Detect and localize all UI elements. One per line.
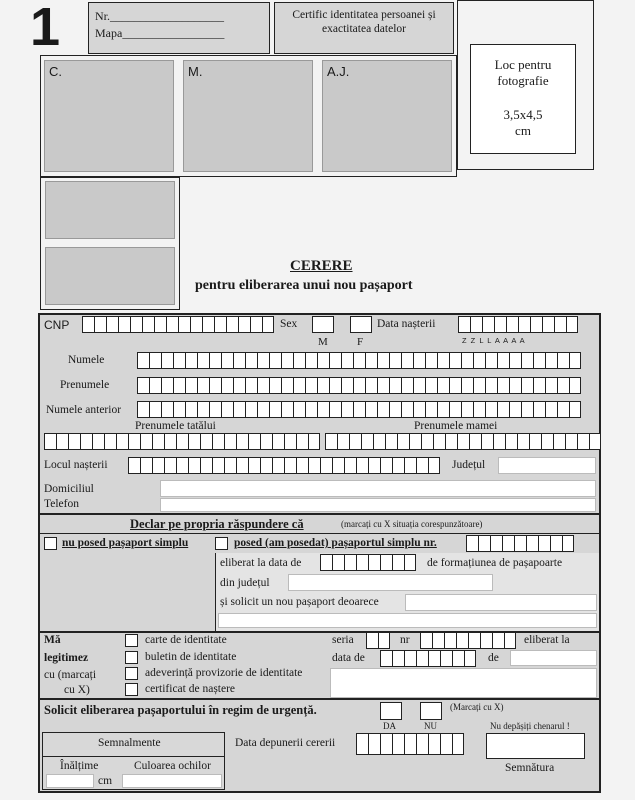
passport-number-input[interactable] bbox=[466, 535, 574, 552]
birth-date-label: Data nașterii bbox=[377, 318, 436, 330]
identity-label-4: cu X) bbox=[64, 684, 90, 696]
urgency-no-checkbox[interactable] bbox=[420, 702, 442, 720]
from-county-input[interactable] bbox=[288, 574, 493, 591]
doc1-label: carte de identitate bbox=[145, 634, 227, 646]
form-subtitle: pentru eliberarea unui nou pașaport bbox=[195, 278, 413, 293]
divider-2 bbox=[40, 533, 599, 534]
birth-date-input[interactable] bbox=[458, 316, 578, 333]
photo-unit: cm bbox=[515, 123, 531, 138]
box-aj-label: A.J. bbox=[327, 64, 350, 79]
doc1-checkbox[interactable] bbox=[125, 634, 138, 647]
box-m-label: M. bbox=[188, 64, 203, 79]
id-number-input[interactable] bbox=[420, 632, 516, 649]
declaration-title: Declar pe propria răspundere că bbox=[130, 517, 304, 531]
form-title: CERERE bbox=[290, 258, 353, 274]
phone-label: Telefon bbox=[44, 498, 79, 510]
urgency-label: Solicit eliberarea pașaportului în regim de urgență. bbox=[44, 703, 317, 717]
id-date-input[interactable] bbox=[380, 650, 476, 667]
issued-on-label: eliberat la data de bbox=[220, 557, 302, 569]
doc3-checkbox[interactable] bbox=[125, 667, 138, 680]
divider-1 bbox=[40, 513, 599, 515]
sex-m-box[interactable] bbox=[312, 316, 334, 333]
surname-label: Numele bbox=[68, 354, 105, 366]
divider-4 bbox=[40, 698, 599, 700]
first-name-input[interactable] bbox=[137, 377, 581, 394]
cm-label: cm bbox=[98, 775, 113, 787]
certify-box bbox=[274, 2, 454, 54]
birth-place-input[interactable] bbox=[128, 457, 440, 474]
eye-color-label: Culoarea ochilor bbox=[134, 760, 211, 772]
id-date-label: data de bbox=[332, 652, 365, 664]
box-c bbox=[44, 60, 174, 172]
stamp-box-2 bbox=[45, 247, 175, 305]
signature-box[interactable] bbox=[486, 733, 585, 759]
box-m bbox=[183, 60, 313, 172]
registry-box bbox=[88, 2, 270, 54]
height-label: Înălțime bbox=[60, 760, 99, 772]
no-passport-label: nu posed pașaport simplu bbox=[62, 537, 189, 549]
identity-label-3: cu (marcați bbox=[44, 669, 97, 681]
form-number: 1 bbox=[30, 0, 61, 57]
identity-label-1: Mă bbox=[44, 634, 61, 646]
height-input[interactable] bbox=[46, 774, 94, 788]
border-note: Nu depășiți chenarul ! bbox=[490, 721, 570, 731]
have-passport-checkbox[interactable] bbox=[215, 537, 228, 550]
signature-label: Semnătura bbox=[505, 762, 555, 774]
eye-color-input[interactable] bbox=[122, 774, 222, 788]
stamp-box-1 bbox=[45, 181, 175, 239]
doc2-checkbox[interactable] bbox=[125, 651, 138, 664]
submission-date-input[interactable] bbox=[356, 733, 464, 755]
id-by-label: de bbox=[488, 652, 499, 664]
county-label: Județul bbox=[452, 459, 486, 471]
previous-name-label: Numele anterior bbox=[46, 404, 122, 416]
county-input[interactable] bbox=[498, 457, 596, 474]
urgency-yes-label: DA bbox=[383, 721, 396, 731]
no-passport-checkbox[interactable] bbox=[44, 537, 57, 550]
reason-input-2[interactable] bbox=[218, 613, 597, 628]
identity-label-2: legitimez bbox=[44, 652, 89, 664]
first-name-label: Prenumele bbox=[60, 379, 110, 391]
mapa-label: Mapa_________________ bbox=[95, 26, 225, 40]
reason-input[interactable] bbox=[405, 594, 597, 611]
box-aj bbox=[322, 60, 452, 172]
domicile-label: Domiciliul bbox=[44, 483, 94, 495]
submission-date-label: Data depunerii cererii bbox=[235, 737, 336, 749]
doc2-label: buletin de identitate bbox=[145, 651, 237, 663]
sex-label: Sex bbox=[280, 318, 298, 330]
certify-line2: exactitatea datelor bbox=[322, 23, 406, 35]
cnp-label: CNP bbox=[44, 318, 70, 332]
phone-input[interactable] bbox=[160, 498, 596, 512]
issued-at-label: eliberat la bbox=[524, 634, 570, 646]
surname-input[interactable] bbox=[137, 352, 581, 369]
doc4-checkbox[interactable] bbox=[125, 683, 138, 696]
certify-line1: Certific identitatea persoanei și bbox=[292, 9, 436, 21]
declaration-note: (marcați cu X situația corespunzătoare) bbox=[341, 519, 483, 529]
id-extra-input[interactable] bbox=[330, 668, 597, 698]
from-county-label: din județul bbox=[220, 577, 270, 589]
photo-box bbox=[470, 44, 576, 154]
cnp-input[interactable] bbox=[82, 316, 274, 333]
sex-f-box[interactable] bbox=[350, 316, 372, 333]
have-passport-label: posed (am posedat) pașaportul simplu nr. bbox=[234, 537, 437, 549]
by-office-label: de formațiunea de pașapoarte bbox=[427, 557, 563, 569]
features-label: Semnalmente bbox=[98, 737, 161, 749]
nr-label: nr bbox=[400, 634, 410, 646]
mother-name-input[interactable] bbox=[325, 433, 601, 450]
father-name-label: Prenumele tatălui bbox=[135, 420, 216, 432]
id-by-input[interactable] bbox=[510, 650, 597, 666]
series-input[interactable] bbox=[366, 632, 390, 649]
domicile-input[interactable] bbox=[160, 480, 596, 497]
urgency-yes-checkbox[interactable] bbox=[380, 702, 402, 720]
photo-line2: fotografie bbox=[497, 73, 549, 88]
nr-label: Nr.___________________ bbox=[95, 9, 224, 23]
series-label: seria bbox=[332, 634, 354, 646]
mother-name-label: Prenumele mamei bbox=[414, 420, 498, 432]
sex-f-label: F bbox=[357, 336, 364, 348]
features-divider bbox=[42, 756, 225, 757]
previous-name-input[interactable] bbox=[137, 401, 581, 418]
photo-size: 3,5x4,5 bbox=[503, 107, 543, 122]
father-name-input[interactable] bbox=[44, 433, 320, 450]
sex-m-label: M bbox=[318, 336, 328, 348]
request-new-label: și solicit un nou pașaport deoarece bbox=[220, 596, 379, 608]
urgency-no-label: NU bbox=[424, 721, 437, 731]
birth-place-label: Locul nașterii bbox=[44, 459, 108, 471]
doc4-label: certificat de naștere bbox=[145, 683, 236, 695]
doc3-label: adeverință provizorie de identitate bbox=[145, 667, 303, 679]
date-format-hint: Z Z L L A A A A bbox=[462, 336, 526, 345]
issued-on-input[interactable] bbox=[320, 554, 416, 571]
urgency-mark-note: (Marcați cu X) bbox=[450, 702, 504, 712]
box-c-label: C. bbox=[49, 64, 62, 79]
photo-line1: Loc pentru bbox=[494, 57, 552, 72]
